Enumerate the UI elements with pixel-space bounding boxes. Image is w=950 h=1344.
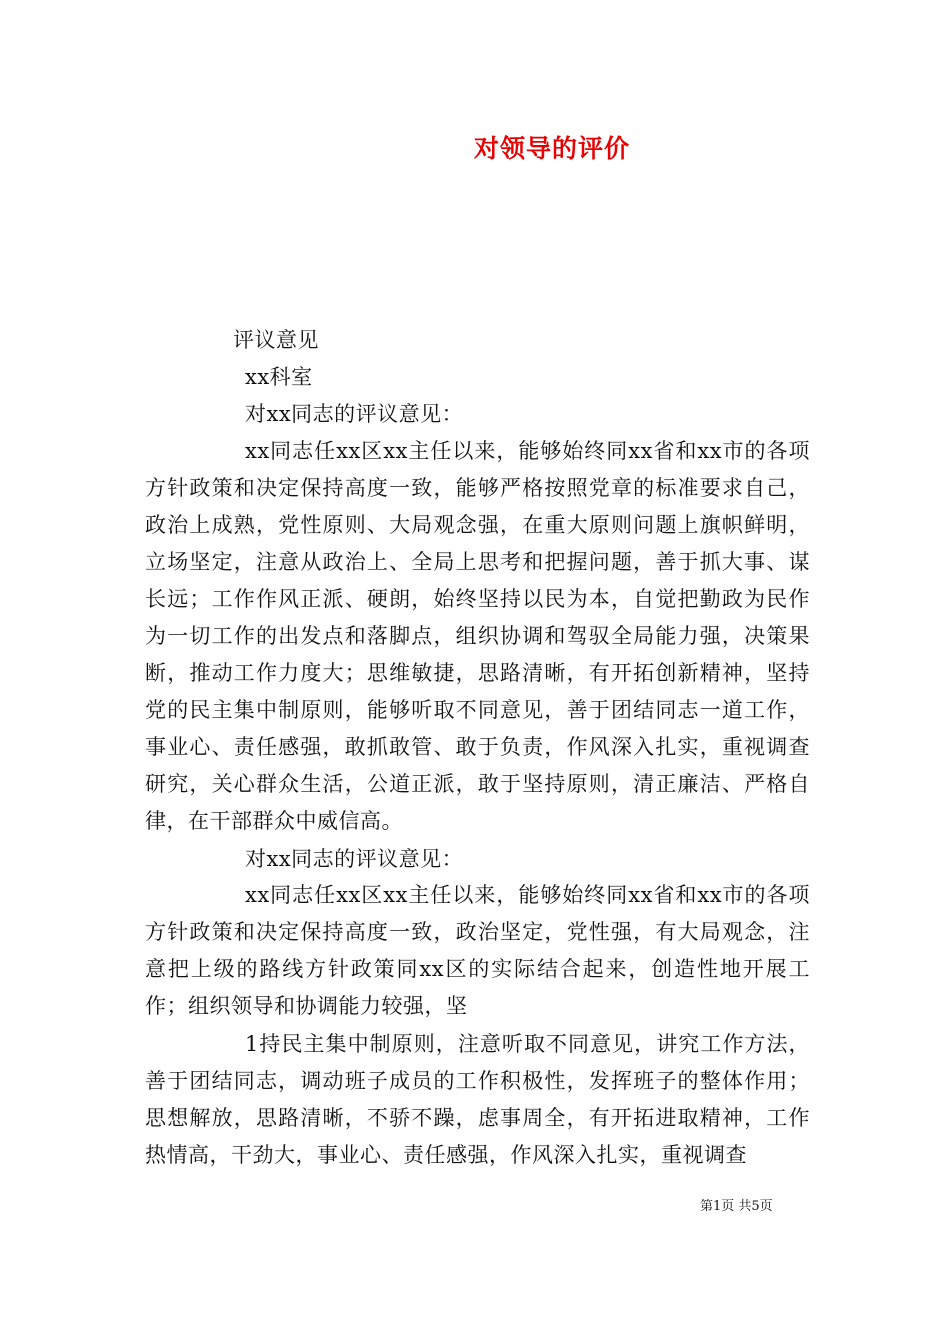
document-title: 对领导的评价 bbox=[473, 134, 630, 163]
page-number-footer: 第1页 共5页 bbox=[700, 1199, 773, 1214]
section1-body: xx同志任xx区xx主任以来，能够始终同xx省和xx市的各项方针政策和决定保持高度一致，能够严格按照党章的标准要求自己，政治上成熟，党性原则、大局观念强，在重大原则问题上旗帜鲜明，立场坚定，注意从政治上、全局上思考和把握问题，善于抓大事、谋长远；工作作风正派、硬朗，始终坚持以民为本，自觉把勤政为民作为一切工作的出发点和落脚点，组织协调和驾驭全局能力强，决策果断，推动工作力度大；思维敏捷，思路清晰，有开拓创新精神，坚持党的民主集中制原则，能够听取不同意见，善于团结同志一道工作，事业心、责任感强，敢抓敢管、敢于负责，作风深入扎实，重视调查研究，关心群众生活，公道正派，敢于坚持原则，清正廉洁、严格自律，在干部群众中威信高。 bbox=[145, 439, 810, 833]
section2-body: xx同志任xx区xx主任以来，能够始终同xx省和xx市的各项方针政策和决定保持高度一致，政治坚定，党性强，有大局观念，注意把上级的路线方针政策同xx区的实际结合起来，创造性地开展工作；组织领导和协调能力较强，坚 bbox=[145, 883, 810, 1018]
header-line: 评议意见 bbox=[233, 328, 319, 352]
section1-heading: 对xx同志的评议意见： bbox=[245, 402, 464, 426]
section2-continued: 1持民主集中制原则，注意听取不同意见，讲究工作方法，善于团结同志，调动班子成员的工作积极性，发挥班子的整体作用；思想解放，思路清晰，不骄不躁，虑事周全，有开拓进取精神，工作热情高，干劲大，事业心、责任感强，作风深入扎实，重视调查 bbox=[145, 1032, 810, 1167]
department-line: xx科室 bbox=[245, 365, 313, 389]
section2-heading: 对xx同志的评议意见： bbox=[245, 847, 464, 871]
